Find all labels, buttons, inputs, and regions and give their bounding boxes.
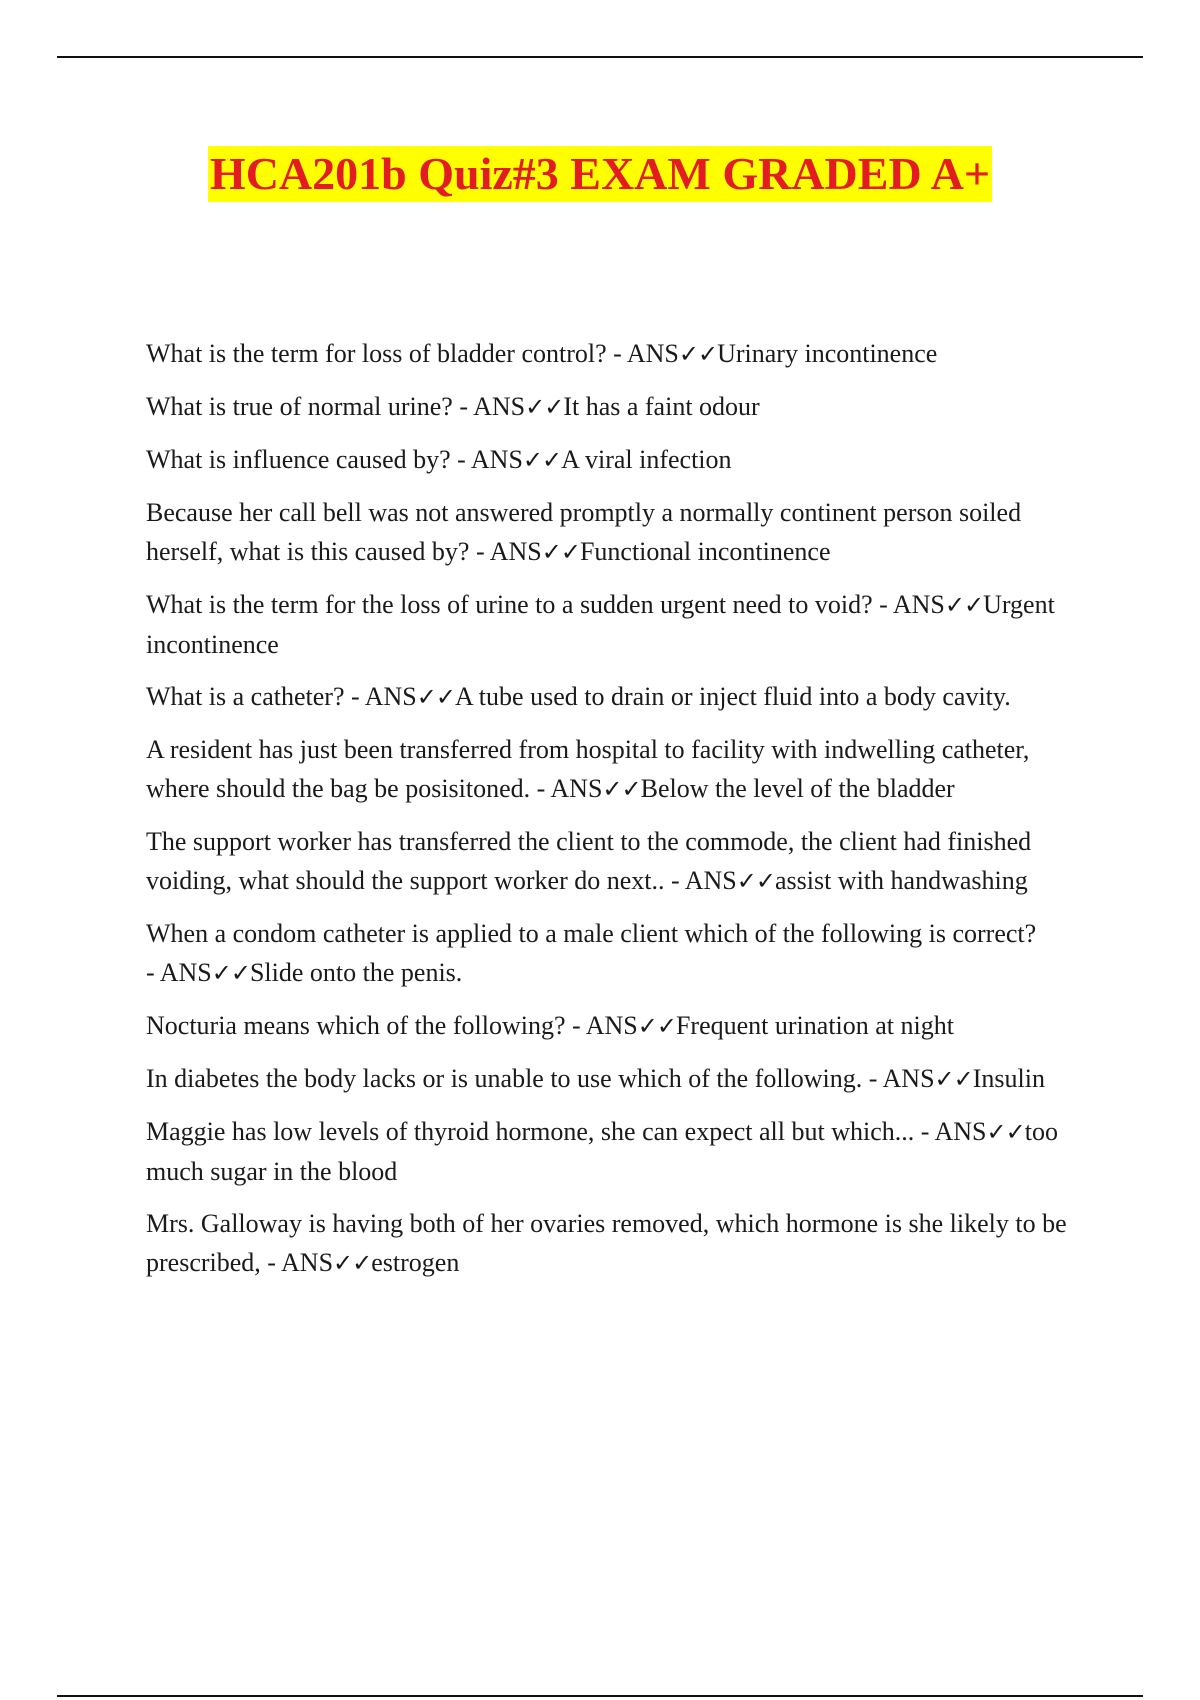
double-check-icon: ✓✓ [934, 1065, 973, 1093]
double-check-icon: ✓✓ [525, 393, 564, 421]
double-check-icon: ✓✓ [678, 340, 718, 368]
qa-item [146, 822, 1096, 901]
answer-text: Insulin [972, 1064, 1045, 1093]
answer-label: ANS [684, 866, 737, 895]
qa-item [146, 914, 1096, 993]
qa-item [146, 440, 1096, 480]
answer-label: ANS [159, 958, 212, 987]
separator: - [530, 774, 551, 803]
separator: - [664, 866, 685, 895]
top-rule [57, 56, 1143, 58]
double-check-icon: ✓✓ [602, 775, 641, 803]
separator: - [344, 682, 365, 711]
answer-text: Functional incontinence [579, 537, 831, 566]
qa-item [146, 334, 1096, 374]
double-check-icon: ✓✓ [944, 591, 984, 619]
question-text: The support worker has transferred the client to the commode, the client had finished voiding, what should the support worker do next.. [146, 827, 1032, 895]
answer-text: Slide onto the penis. [249, 958, 463, 987]
qa-item [146, 730, 1096, 809]
qa-item [146, 585, 1096, 664]
question-text: When a condom catheter is applied to a male client which of the following is correct? [146, 919, 1037, 948]
answer-label: ANS [882, 1064, 935, 1093]
double-check-icon: ✓✓ [541, 538, 580, 566]
separator: - [565, 1011, 586, 1040]
separator: - [260, 1248, 282, 1277]
separator: - [450, 445, 471, 474]
answer-label: ANS [281, 1248, 334, 1277]
answer-label: ANS [489, 537, 542, 566]
answer-text: It has a faint odour [563, 392, 760, 421]
answer-text: too much sugar in the blood [146, 1117, 1058, 1186]
separator: - [452, 392, 474, 421]
double-check-icon: ✓✓ [416, 683, 455, 711]
separator: - [606, 339, 627, 368]
separator: - [469, 537, 490, 566]
separator: - [862, 1064, 883, 1093]
double-check-icon: ✓✓ [211, 959, 250, 987]
qa-item [146, 1059, 1096, 1099]
answer-text: Below the level of the bladder [640, 774, 955, 803]
answer-text: Urgent incontinence [146, 590, 1055, 659]
double-check-icon: ✓✓ [736, 867, 775, 895]
separator: - [146, 958, 160, 987]
question-text: What is a catheter? [146, 682, 345, 711]
double-check-icon: ✓✓ [637, 1012, 676, 1040]
question-text: Nocturia means which of the following? [146, 1011, 566, 1040]
answer-label: ANS [473, 392, 526, 421]
question-text: In diabetes the body lacks or is unable to use which of the following. [146, 1064, 863, 1093]
question-text: What is the term for the loss of urine to a sudden urgent need to void? [146, 590, 873, 619]
answer-text: assist with handwashing [774, 866, 1028, 895]
double-check-icon: ✓✓ [522, 446, 562, 474]
answer-label: ANS [626, 339, 679, 368]
qa-item [146, 387, 1096, 427]
answer-text: A viral infection [561, 445, 732, 474]
double-check-icon: ✓✓ [333, 1249, 372, 1277]
answer-text: Urinary incontinence [717, 339, 938, 368]
question-text: Mrs. Galloway is having both of her ovaries removed, which hormone is she likely to be prescribed, [146, 1209, 1067, 1277]
question-text: Maggie has low levels of thyroid hormone, she can expect all but which... [146, 1117, 915, 1146]
answer-label: ANS [585, 1011, 638, 1040]
question-text: A resident has just been transferred from hospital to facility with indwelling catheter, where should the bag be posisitoned. [146, 735, 1030, 803]
bottom-rule [57, 1695, 1143, 1697]
answer-text: A tube used to drain or inject fluid into a body cavity. [454, 682, 1011, 711]
question-text: What is influence caused by? [146, 445, 451, 474]
qa-list [146, 334, 1096, 1296]
qa-item [146, 1112, 1096, 1191]
separator: - [914, 1117, 935, 1146]
answer-label: ANS [934, 1117, 987, 1146]
answer-label: ANS [550, 774, 603, 803]
qa-item [146, 1006, 1096, 1046]
title-container [0, 146, 1200, 202]
qa-item [146, 677, 1096, 717]
qa-item [146, 493, 1096, 572]
question-text: What is true of normal urine? [146, 392, 453, 421]
answer-label: ANS [892, 590, 945, 619]
separator: - [872, 590, 893, 619]
double-check-icon: ✓✓ [986, 1118, 1025, 1146]
qa-item [146, 1204, 1096, 1283]
answer-text: Frequent urination at night [675, 1011, 954, 1040]
answer-label: ANS [470, 445, 523, 474]
answer-text: estrogen [371, 1248, 460, 1277]
document-title: HCA201b Quiz#3 EXAM GRADED A+ [208, 146, 992, 202]
question-text: Because her call bell was not answered promptly a normally continent person soiled herself, what is this caused by? [146, 498, 1022, 566]
question-text: What is the term for loss of bladder control? [146, 339, 607, 368]
answer-label: ANS [364, 682, 417, 711]
